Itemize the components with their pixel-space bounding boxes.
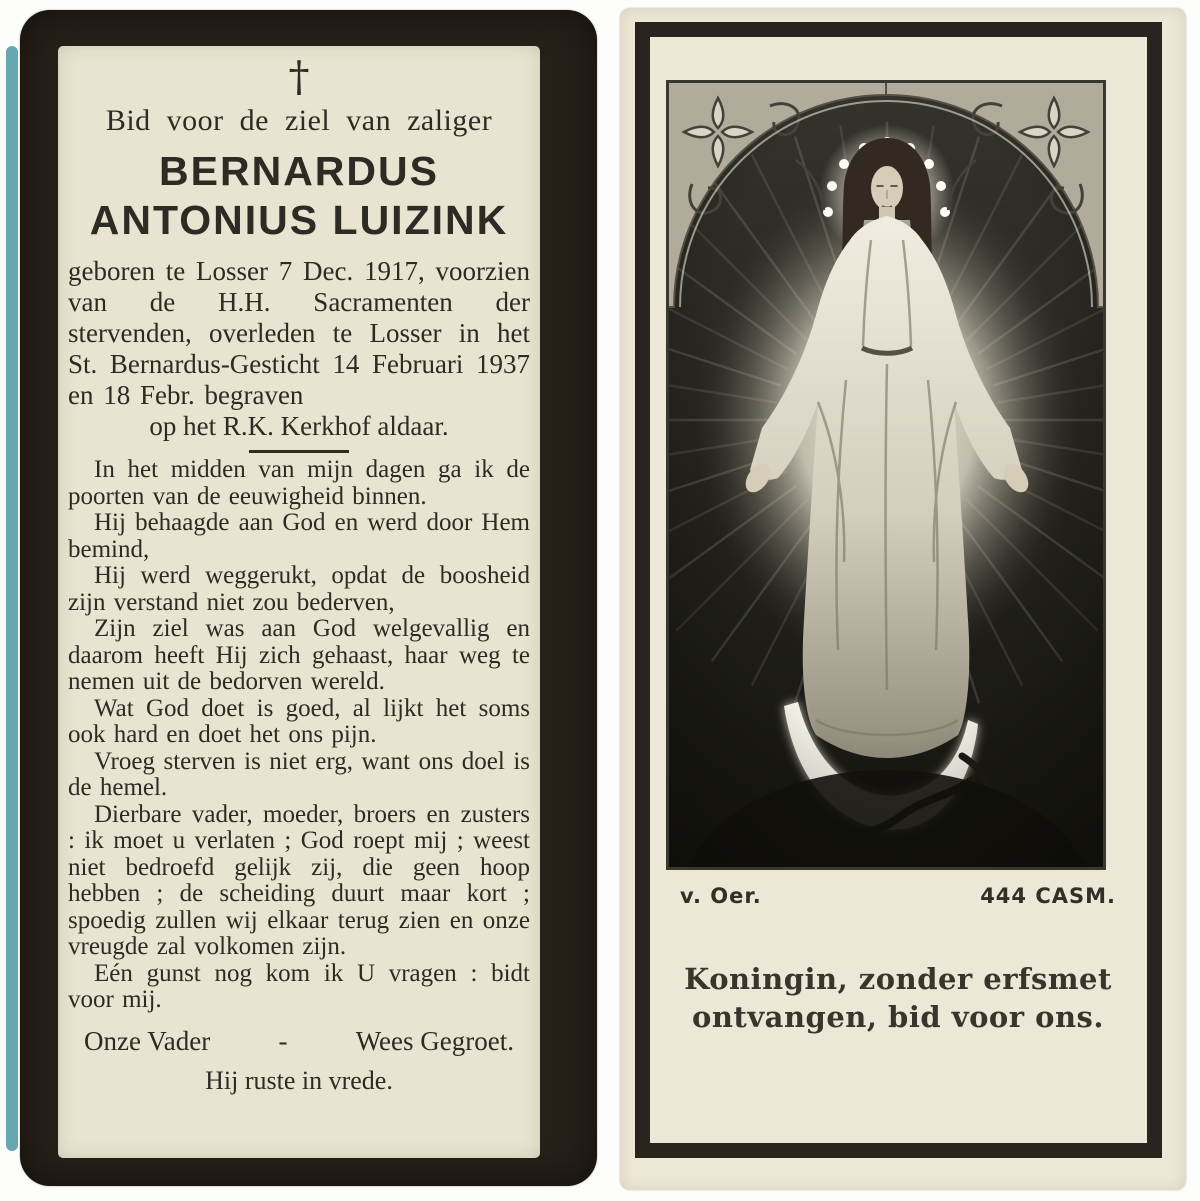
wees-gegroet-label: Wees Gegroet.	[355, 1025, 514, 1056]
biography-last-line: op het R.K. Kerkhof aldaar.	[149, 411, 449, 442]
prayer-line	[58, 1026, 540, 1057]
scanner-edge-artifact	[6, 46, 18, 1151]
biography-paragraph: geboren te Losser 7 Dec. 1917, voorzien van de H.H. Sacramenten der stervenden, overleden te Losser in het St. Bernardus-Gesticht 14 Februari 1937 en 18 Febr. begraven	[68, 256, 530, 411]
memorial-paragraph: In het midden van mijn dagen ga ik de poorten van de eeuwigheid binnen.	[68, 456, 530, 510]
card-inner-panel	[58, 46, 540, 1158]
memorial-paragraph: Eén gunst nog kom ik U vragen : bidt voor mij.	[68, 959, 530, 1014]
holy-image-card	[620, 8, 1186, 1190]
memorial-paragraph: Hij behaagde aan God en werd door Hem bemind,	[68, 509, 530, 563]
memorial-paragraph: Wat God doet is goed, al lijkt het soms ook hard en doet het ons pijn.	[68, 694, 530, 749]
rest-in-peace-line: Hij ruste in vrede.	[205, 1065, 393, 1095]
virgin-mary-image	[666, 80, 1106, 870]
caption-line1: Koningin, zonder erfsmet	[684, 962, 1112, 996]
prayer-dash: -	[278, 1025, 288, 1056]
memorial-paragraphs	[68, 457, 530, 1014]
caption	[620, 960, 1176, 1036]
memorial-text-card	[20, 10, 597, 1186]
publisher-credit: 444 CASM.	[980, 884, 1116, 908]
memorial-paragraph: Vroeg sterven is niet erg, want ons doel is de hemel.	[68, 747, 530, 802]
onze-vader-label: Onze Vader	[84, 1025, 211, 1056]
memorial-paragraph: Dierbare vader, moeder, broers en zusters : ik moet u verlaten ; God roept mij ; weest niet bedroefd gelijk zij, die geen hoop hebben ; de scheiding duurt maar kort ; spoedig zullen wij elkaar terug zien en onze vreugde zal volkomen zijn.	[68, 800, 530, 961]
caption-line2: ontvangen, bid voor ons.	[692, 1000, 1104, 1034]
artist-credit: v. Oer.	[680, 884, 762, 908]
section-divider	[249, 450, 349, 453]
deceased-name-line1: BERNARDUS	[159, 148, 439, 194]
deceased-name-line2: ANTONIUS LUIZINK	[89, 197, 509, 244]
intro-line: Bid voor de ziel van zaliger	[105, 104, 493, 137]
memorial-paragraph: Hij werd weggerukt, opdat de boosheid zijn verstand niet zou bederven,	[68, 562, 530, 616]
cross-icon: †	[288, 52, 310, 101]
memorial-paragraph: Zijn ziel was aan God welgevallig en daarom heeft Hij zich gehaast, haar weg te nemen uit de bedorven wereld.	[68, 615, 530, 696]
credits-row	[680, 884, 1116, 908]
